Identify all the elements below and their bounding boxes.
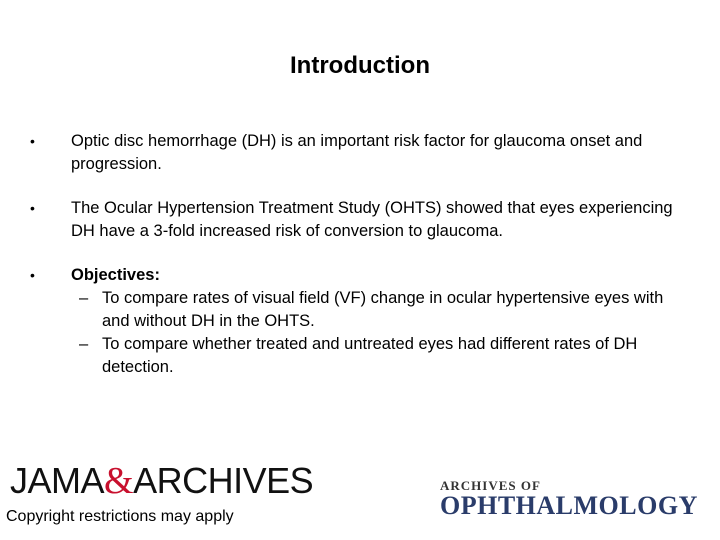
objective-text: To compare rates of visual field (VF) change in ocular hypertensive eyes with and without DH in the OHTS.: [102, 289, 664, 330]
objective-item: [71, 287, 680, 333]
objective-item: [71, 333, 680, 379]
slide-title-text: Introduction: [290, 52, 430, 79]
bullet-symbol: •: [30, 267, 35, 283]
jama-logo-amp: &: [104, 460, 134, 502]
bullet-list: [30, 130, 680, 379]
bullet-item: [30, 130, 680, 176]
bullet-symbol: •: [30, 200, 35, 216]
objectives-heading: Objectives:: [71, 266, 160, 284]
bullet-text: Optic disc hemorrhage (DH) is an important risk factor for glaucoma onset and progression.: [71, 132, 643, 173]
copyright-notice: Copyright restrictions may apply: [6, 508, 234, 525]
bullet-item: [30, 197, 680, 243]
bullet-symbol: •: [30, 133, 35, 149]
slide-title: [0, 52, 720, 80]
objectives-bullet: [30, 264, 680, 379]
dash-symbol: –: [79, 289, 89, 307]
archives-logo-line1: ARCHIVES OF: [440, 478, 541, 493]
bullet-text: The Ocular Hypertension Treatment Study (OHTS) showed that eyes experiencing DH have a 3-fold increased risk of conversion to glaucoma.: [71, 199, 673, 240]
jama-logo-left: JAMA: [10, 460, 105, 501]
archives-ophthalmology-logo: [440, 479, 700, 519]
dash-symbol: –: [79, 335, 89, 353]
objective-text: To compare whether treated and untreated eyes had different rates of DH detection.: [102, 335, 638, 376]
jama-logo-right: ARCHIVES: [133, 460, 314, 501]
objectives-list: [71, 287, 680, 379]
archives-logo-line2: OPHTHALMOLOGY: [440, 491, 698, 520]
jama-archives-logo: [10, 459, 313, 503]
